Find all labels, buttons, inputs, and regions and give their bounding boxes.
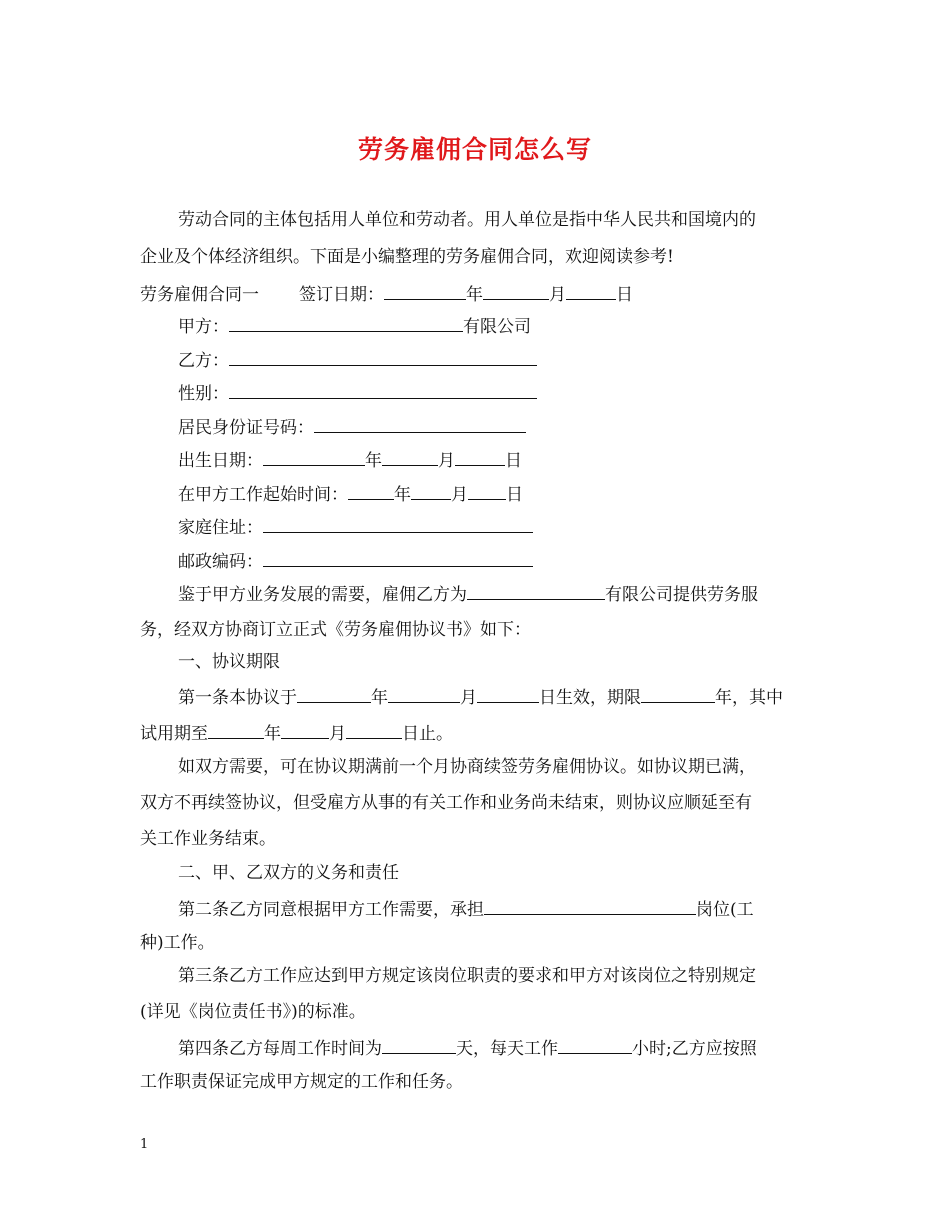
- article-2-text-b: 岗位(工: [696, 900, 754, 920]
- article-4-text-a: 第四条乙方每周工作时间为: [178, 1039, 382, 1059]
- intro-line-2: 企业及个体经济组织。下面是小编整理的劳务雇佣合同，欢迎阅读参考!: [140, 247, 674, 267]
- month-label: 月: [329, 724, 346, 744]
- article-1-line-1: [178, 684, 783, 710]
- hours-per-day-blank: [558, 1035, 632, 1054]
- article-4-line-1: [178, 1035, 757, 1061]
- month-label: 月: [549, 285, 566, 305]
- day-label: 日: [506, 485, 523, 505]
- birth-year-blank: [263, 447, 365, 466]
- party-b-label: 乙方：: [178, 351, 229, 371]
- month-label: 月: [438, 451, 455, 471]
- birth-month-blank: [382, 447, 438, 466]
- art1-month-blank: [388, 684, 460, 703]
- document-title: 劳务雇佣合同怎么写: [357, 135, 592, 164]
- section-1-heading: 一、协议期限: [178, 652, 280, 672]
- party-a-field: [178, 313, 531, 339]
- gender-label: 性别：: [178, 384, 229, 404]
- year-label: 年: [371, 688, 388, 708]
- gender-field: [178, 380, 537, 406]
- id-number-blank: [314, 414, 526, 433]
- address-blank: [263, 514, 533, 533]
- article-4-line-2: 工作职责保证完成甲方规定的工作和任务。: [140, 1072, 463, 1092]
- article-2-line-2: 种)工作。: [140, 933, 215, 953]
- start-day-blank: [468, 481, 506, 500]
- day-label: 日: [505, 451, 522, 471]
- page-number: 1: [140, 1137, 149, 1152]
- month-label: 月: [451, 485, 468, 505]
- address-field: [178, 514, 533, 540]
- article-1-text-c: 年，其中: [715, 688, 783, 708]
- article-3-line-1: 第三条乙方工作应达到甲方规定该岗位职责的要求和甲方对该岗位之特别规定: [178, 966, 756, 986]
- article-1-text-e: 日止。: [402, 724, 453, 744]
- article-1-text-a: 第一条本协议于: [178, 688, 297, 708]
- article-1-line-2: [140, 720, 453, 746]
- sign-day-blank: [566, 281, 616, 300]
- day-label: 日: [616, 285, 633, 305]
- article-1-text-d: 试用期至: [140, 724, 208, 744]
- birth-day-blank: [455, 447, 505, 466]
- year-label: 年: [365, 451, 382, 471]
- renew-line-2: 双方不再续签协议，但受雇方从事的有关工作和业务尚未结束，则协议应顺延至有: [140, 793, 752, 813]
- article-1-text-b: 日生效，期限: [539, 688, 641, 708]
- sign-month-blank: [483, 281, 549, 300]
- birth-date-field: [178, 447, 522, 473]
- birth-date-label: 出生日期：: [178, 451, 263, 471]
- probation-month-blank: [281, 720, 329, 739]
- party-a-suffix: 有限公司: [463, 317, 531, 337]
- probation-day-blank: [346, 720, 402, 739]
- party-b-field: [178, 347, 537, 373]
- article-2-text-a: 第二条乙方同意根据甲方工作需要，承担: [178, 900, 484, 920]
- postcode-field: [178, 548, 533, 574]
- start-time-field: [178, 481, 523, 507]
- gender-blank: [229, 380, 537, 399]
- id-number-field: [178, 414, 526, 440]
- article-4-text-b: 天，每天工作: [456, 1039, 558, 1059]
- term-years-blank: [641, 684, 715, 703]
- days-per-week-blank: [382, 1035, 456, 1054]
- contract-name: 劳务雇佣合同一: [140, 285, 259, 305]
- article-4-text-c: 小时;乙方应按照: [632, 1039, 757, 1059]
- postcode-blank: [263, 548, 533, 567]
- address-label: 家庭住址：: [178, 518, 263, 538]
- position-blank: [484, 896, 696, 915]
- year-label: 年: [264, 724, 281, 744]
- article-3-line-2: (详见《岗位责任书》)的标准。: [140, 1002, 366, 1022]
- month-label: 月: [460, 688, 477, 708]
- preamble-line-1: [178, 581, 758, 607]
- art1-day-blank: [477, 684, 539, 703]
- postcode-label: 邮政编码：: [178, 552, 263, 572]
- id-number-label: 居民身份证号码：: [178, 418, 314, 438]
- preamble-text-a: 鉴于甲方业务发展的需要，雇佣乙方为: [178, 585, 467, 605]
- art1-year-blank: [297, 684, 371, 703]
- party-a-blank: [229, 313, 463, 332]
- start-year-blank: [348, 481, 394, 500]
- year-label: 年: [466, 285, 483, 305]
- renew-line-3: 关工作业务结束。: [140, 829, 276, 849]
- start-month-blank: [411, 481, 451, 500]
- company-blank: [467, 581, 605, 600]
- party-a-label: 甲方：: [178, 317, 229, 337]
- probation-year-blank: [208, 720, 264, 739]
- renew-line-1: 如双方需要，可在协议期满前一个月协商续签劳务雇佣协议。如协议期已满，: [178, 757, 756, 777]
- year-label: 年: [394, 485, 411, 505]
- section-2-heading: 二、甲、乙双方的义务和责任: [178, 863, 399, 883]
- preamble-text-b: 有限公司提供劳务服: [605, 585, 758, 605]
- party-b-blank: [229, 347, 537, 366]
- sign-year-blank: [384, 281, 466, 300]
- start-time-label: 在甲方工作起始时间：: [178, 485, 348, 505]
- preamble-line-2: 务，经双方协商订立正式《劳务雇佣协议书》如下：: [140, 620, 531, 640]
- contract-heading-line: [140, 281, 633, 307]
- sign-date-label: 签订日期：: [299, 285, 384, 305]
- intro-line-1: 劳动合同的主体包括用人单位和劳动者。用人单位是指中华人民共和国境内的: [178, 210, 756, 230]
- article-2-line-1: [178, 896, 754, 922]
